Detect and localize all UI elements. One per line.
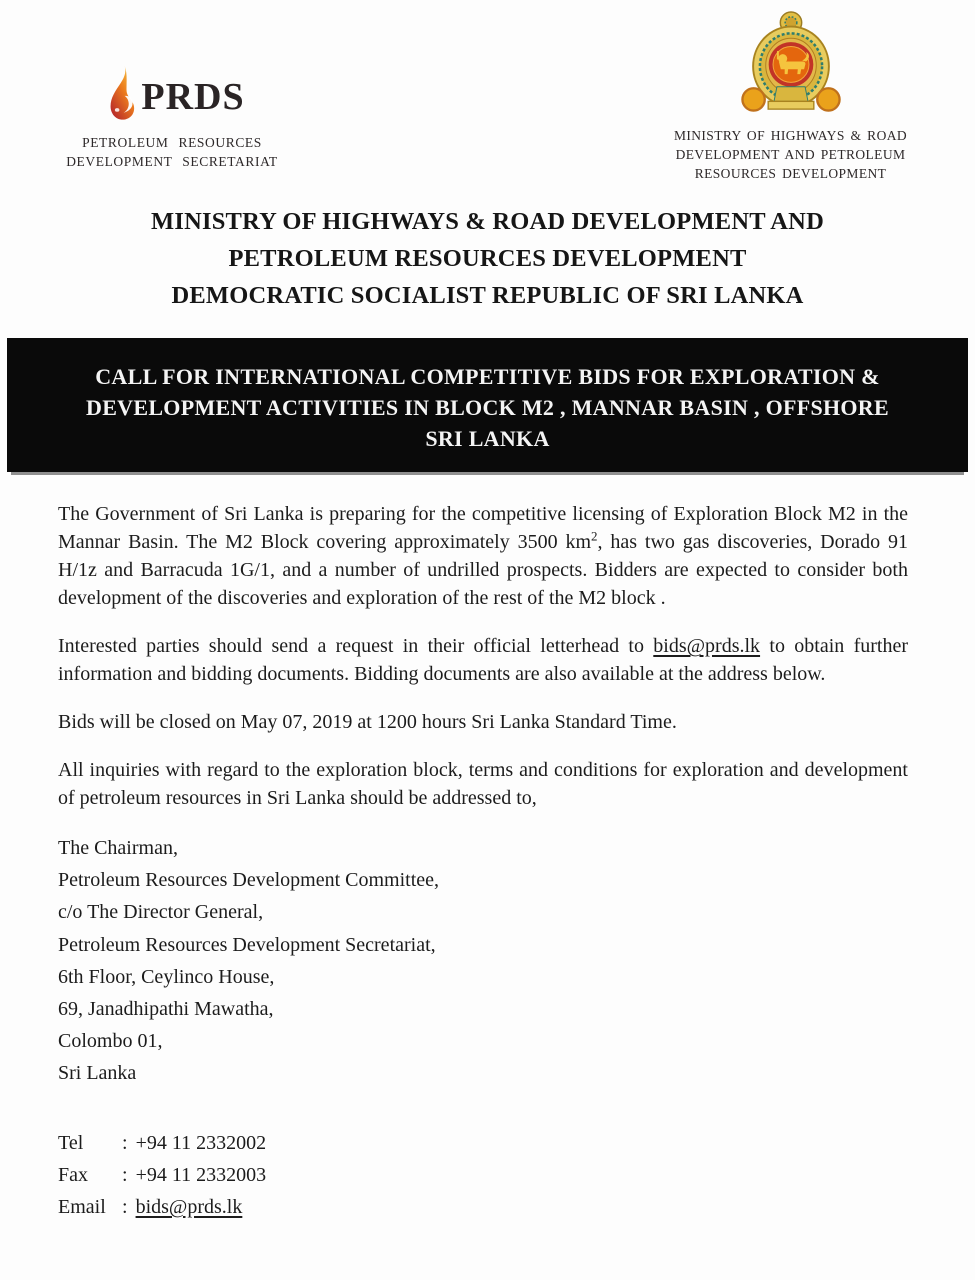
postal-address-block (58, 832, 908, 1090)
prds-name-line1: PETROLEUM RESOURCES (82, 135, 262, 150)
tel-value: +94 11 2332002 (135, 1131, 267, 1154)
address-line: c/o The Director General, (58, 901, 264, 924)
paragraph-interested-text-cont: to obtain further information and bidding documents. Bidding documents are also available at the address below. (58, 635, 908, 685)
paragraph-licensing-text-cont: , has two gas discoveries, Dorado 91 H/1z and Barracuda 1G/1, and a number of undrilled prospects. Bidders are expected to consider both development of the discoveries and exploration of the rest of the M2 block . (58, 531, 908, 609)
fax-value: +94 11 2332003 (135, 1163, 267, 1186)
sri-lanka-emblem-icon (740, 102, 842, 119)
address-line: Petroleum Resources Development Secretariat, (58, 933, 436, 956)
ministry-logo-block (648, 10, 933, 183)
address-line: The Chairman, (58, 837, 178, 859)
paragraph-interested-text: Interested parties should send a request in their official letterhead to (58, 635, 654, 657)
address-line: 69, Janadhipathi Mawatha, (58, 998, 274, 1021)
document-body (58, 500, 908, 1223)
square-km-superscript: 2 (591, 528, 598, 544)
email-separator: : (122, 1195, 128, 1218)
banner-line1: CALL FOR INTERNATIONAL COMPETITIVE BIDS FOR EXPLORATION & (95, 364, 880, 389)
banner-line2: DEVELOPMENT ACTIVITIES IN BLOCK M2 , MANNAR BASIN , OFFSHORE (86, 395, 889, 420)
email-label: Email (58, 1195, 106, 1218)
ministry-name-line3: RESOURCES DEVELOPMENT (694, 166, 887, 181)
title-line3: DEMOCRATIC SOCIALIST REPUBLIC OF SRI LANKA (171, 282, 804, 309)
contact-block (58, 1127, 908, 1223)
title-line2: PETROLEUM RESOURCES DEVELOPMENT (228, 245, 747, 272)
paragraph-interested-parties (58, 632, 908, 688)
paragraph-closing-date: Bids will be closed on May 07, 2019 at 1200 hours Sri Lanka Standard Time. (58, 711, 677, 733)
address-line: 6th Floor, Ceylinco House, (58, 965, 275, 988)
fax-separator: : (122, 1163, 128, 1186)
document-title (0, 203, 975, 314)
tel-label: Tel (58, 1131, 84, 1154)
email-row (58, 1191, 908, 1223)
prds-acronym: PRDS (141, 75, 245, 118)
call-for-bids-banner (7, 338, 968, 472)
ministry-name-line2: DEVELOPMENT AND PETROLEUM (675, 147, 906, 162)
paragraph-licensing-text: The Government of Sri Lanka is preparing for the competitive licensing of Exploration Block M2 in the Mannar Basin. The M2 Block covering approximately 3500 km (58, 503, 908, 553)
ministry-name-line1: MINISTRY OF HIGHWAYS & ROAD (673, 128, 908, 143)
tel-separator: : (122, 1131, 128, 1154)
address-line: Sri Lanka (58, 1062, 137, 1085)
paragraph-licensing (58, 500, 908, 612)
address-line: Colombo 01, (58, 1030, 163, 1053)
prds-flame-icon (99, 64, 139, 129)
banner-line3: SRI LANKA (425, 426, 550, 451)
address-line: Petroleum Resources Development Committee, (58, 869, 440, 892)
telephone-row (58, 1127, 908, 1159)
prds-name-line2: DEVELOPMENT SECRETARIAT (66, 153, 278, 169)
prds-logo-block (62, 64, 282, 171)
paragraph-inquiries: All inquiries with regard to the exploration block, terms and conditions for exploration and development of petroleum resources in Sri Lanka should be addressed to, (58, 759, 908, 809)
title-line1: MINISTRY OF HIGHWAYS & ROAD DEVELOPMENT AND (151, 208, 824, 235)
fax-label: Fax (58, 1163, 88, 1186)
contact-email-link[interactable]: bids@prds.lk (135, 1195, 243, 1218)
fax-row (58, 1159, 908, 1191)
bids-email-link[interactable]: bids@prds.lk (653, 635, 761, 657)
